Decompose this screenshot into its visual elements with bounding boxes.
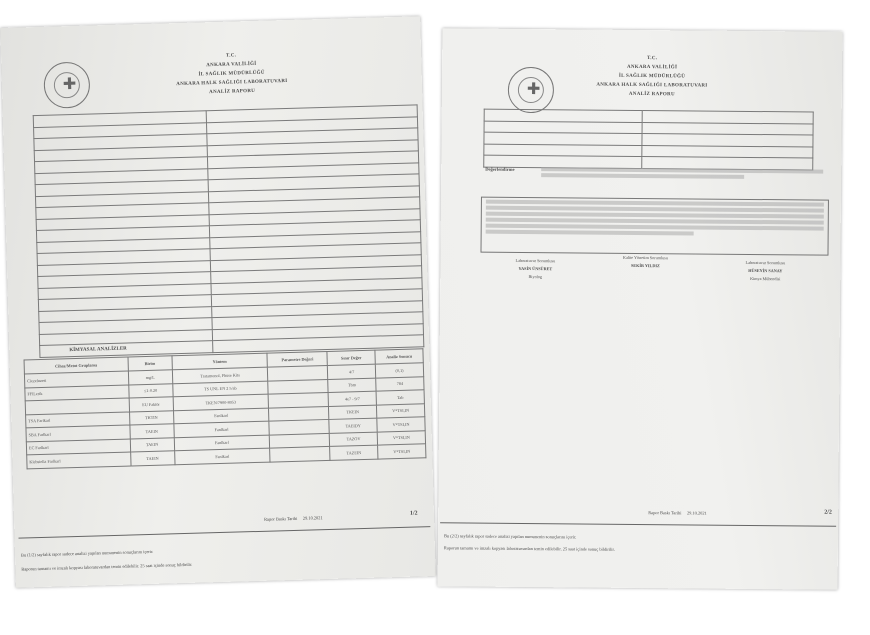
ministry-seal-icon: ✚ (43, 62, 90, 109)
notes-box (480, 197, 828, 256)
ministry-seal-icon: ✚ (508, 67, 554, 113)
signature-block-2: Kalite Yönetim Sorumlusu SEKİR YILDIZ (622, 254, 668, 269)
footnote: Raporun tamamı ve imzalı kopyası laboratuvardan temin edilebilir. 25 saat içinde sonuç bildirilir. (21, 561, 193, 572)
results-header-row: Cihaz/Metot Gruplama Birim Yöntem Parametre Değeri Sınır Değer Analiz Sonucu (24, 349, 423, 374)
evaluation-label: Değerlendirme (485, 166, 515, 172)
report-date: Rapor Baskı Tarihi 29.10.2021 (264, 515, 323, 522)
divider (19, 526, 431, 538)
sample-info-table (483, 109, 813, 170)
report-page-1 (0, 16, 435, 588)
table-row: TSA Farlkarl TKTIN Fanlkarl TKEIN V*TSI,IN (26, 403, 425, 428)
results-table (24, 348, 427, 469)
footnote: Bu (1/2) sayfalık rapor sadece analizi yapılan numunenin sonuçlarını içerir. (20, 548, 154, 558)
header-line: İL SAĞLIK MÜDÜRLÜĞÜ (618, 73, 686, 80)
report-date: Rapor Baskı Tarihi 29.10.2021 (648, 510, 707, 516)
header-line: ANKARA HALK SAĞLIĞI LABORATUVARI (596, 82, 708, 89)
header-line: ANKARA HALK SAĞLIĞI LABORATUVARI (176, 78, 288, 88)
page-number: 1/2 (409, 510, 418, 517)
header-line: ANKARA VALİLİĞİ (206, 61, 257, 69)
header-line: T.C. (647, 56, 658, 62)
page-number: 2/2 (824, 509, 832, 516)
page1-header (121, 48, 342, 99)
page2-header (552, 53, 752, 100)
header-line: ANKARA VALİLİĞİ (626, 64, 678, 71)
signature-block-1: Laboratuvar Sorumlusu YASİN ÜNSÜRET Biyolog (515, 257, 556, 280)
header-line: T.C. (225, 53, 237, 59)
results-section-title: KİMYASAL ANALİZLER (69, 346, 127, 354)
footnote: Raporun tamamı ve imzalı kopyası laboratuvardan temin edilebilir. 25 saat içinde sonuç bildirilir. (443, 545, 615, 552)
table-row: FFlLerik ≤1-0.20 TS UNL EN 2 5/ab Tbm 784 (25, 376, 424, 401)
footnote: Bu (2/2) sayfalık rapor sadece analizi yapılan numunenin sonuçlarını içerir. (443, 533, 577, 540)
table-row: SBA Farlkarl TAEIN Fanlkarl TAEIDY V*TSI,IN (26, 417, 425, 442)
header-line: İL SAĞLIK MÜDÜRLÜĞÜ (198, 70, 265, 78)
table-row: Ciezeluzesi mg/L Tratamonol, Phuse Kits 4/7 (0,1) (24, 363, 423, 388)
report-page-2 (438, 28, 843, 589)
divider (440, 522, 836, 526)
evaluation-text (537, 165, 827, 182)
table-row: Klebsiella Farlkarl TAEIN Fanlkarl TAZEIN V*TSI,IN (27, 444, 426, 469)
table-row: EC Farlkarl TAEIN Fanlkarl TAZOV V*TSI,IN (26, 430, 425, 455)
signature-block-3: Laboratuvar Sorumlusu HÜSEYİN SANAY Kimya Mühendisi (745, 259, 786, 282)
sample-info-table (33, 104, 425, 357)
table-row: EU Faktör TKEN/7900-8053 4e7 - 9/7 Tab (25, 390, 424, 415)
header-line: ANALİZ RAPORU (209, 88, 256, 96)
header-line: ANALİZ RAPORU (628, 91, 675, 98)
